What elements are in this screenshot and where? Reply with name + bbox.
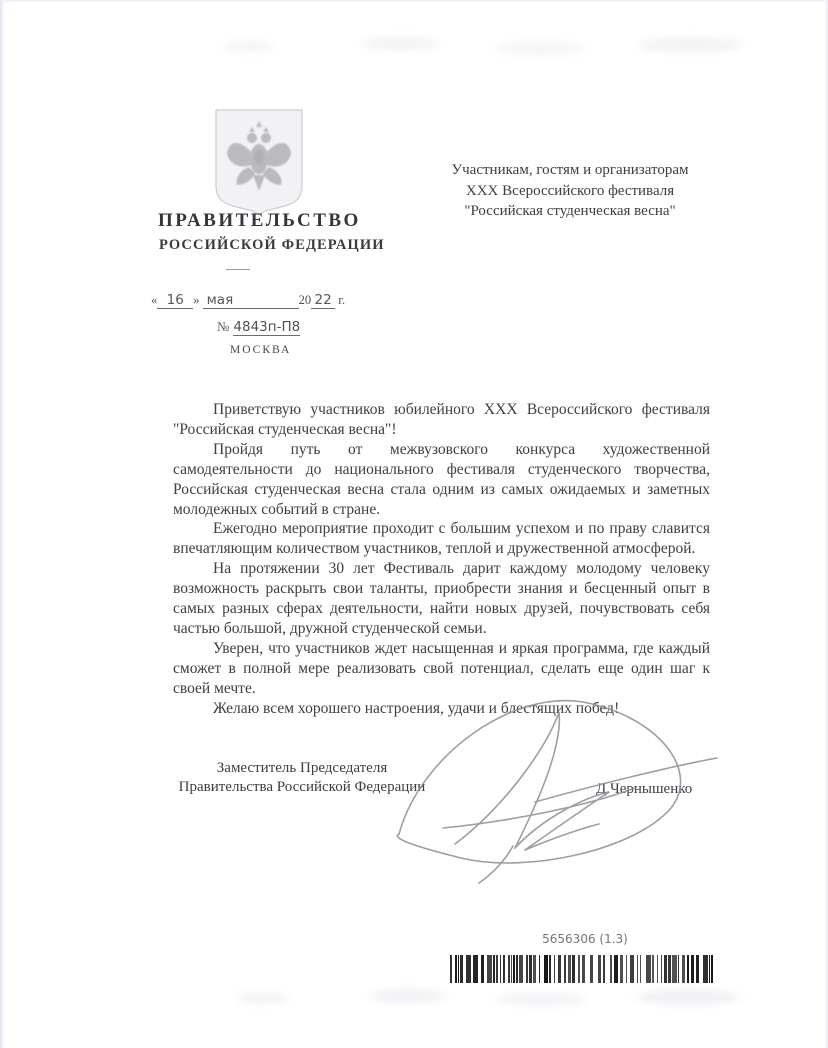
date-suffix: г. (338, 293, 346, 307)
date-month: мая (203, 292, 299, 309)
signer-position-line2: Правительства Российской Федерации (178, 778, 426, 795)
recipient-line: Участникам, гостям и организаторам (451, 162, 689, 178)
paragraph: Приветствую участников юбилейного XXX Всероссийского фестиваля "Российская студенческая весна"! (173, 401, 710, 438)
coat-of-arms-icon (209, 107, 309, 217)
paragraph: Ежегодно мероприятие проходит с большим успехом и по праву славится впечатляющим количеством участников, теплой и дружественной атмосферой. (173, 520, 710, 558)
recipient-line: XXX Всероссийского фестиваля (465, 182, 675, 199)
document-number-value: 4843п-П8 (233, 319, 301, 335)
date-close-quote: » (193, 293, 200, 307)
letter-body (173, 400, 710, 719)
date-line (151, 292, 345, 309)
date-century: 20 (298, 293, 312, 307)
date-day: 16 (157, 292, 193, 309)
recipient-block (420, 160, 720, 222)
bleed-through-smudge-bottom (195, 986, 755, 1008)
letterhead-divider (226, 269, 250, 270)
signer-position (176, 759, 428, 796)
page-edge-top (0, 0, 828, 2)
paragraph: Уверен, что участников ждет насыщенная и яркая программа, где каждый сможет в полной мере реализовать свой потенциал, сделать еще один шаг к своей мечте. (173, 639, 710, 697)
paragraph: Пройдя путь от межвузовского конкурса художественной самодеятельности до национального фестиваля студенческого творчества, Российская студенческая весна стала одним из самых ожидаемых и заметных молодежных событий в стране. (173, 440, 710, 518)
city-label: МОСКВА (230, 344, 292, 356)
date-open-quote: « (151, 293, 158, 307)
barcode (450, 955, 713, 983)
barcode-number: 5656306 (1.3) (542, 932, 628, 946)
number-sign: № (217, 319, 230, 334)
paragraph: На протяжении 30 лет Фестиваль дарит каждому молодому человеку возможность раскрыть свои таланты, приобрести знания и бесценный опыт в самых разных сферах деятельности, найти новых друзей, почувствовать себя частью большой, дружной студенческой семьи. (173, 560, 710, 637)
date-year: 22 (311, 292, 335, 309)
paragraph: Желаю всем хорошего настроения, удачи и блестящих побед! (213, 699, 620, 717)
bleed-through-smudge-top (180, 28, 760, 62)
signer-name: Д.Чернышенко (596, 781, 693, 797)
org-name-line1: ПРАВИТЕЛЬСТВО (158, 210, 361, 231)
recipient-line: "Российская студенческая весна" (464, 203, 676, 219)
document-number (217, 319, 300, 335)
org-name-line2: РОССИЙСКОЙ ФЕДЕРАЦИИ (159, 237, 385, 253)
signer-position-line1: Заместитель Председателя (216, 760, 388, 776)
page-edge-left (0, 0, 4, 1048)
